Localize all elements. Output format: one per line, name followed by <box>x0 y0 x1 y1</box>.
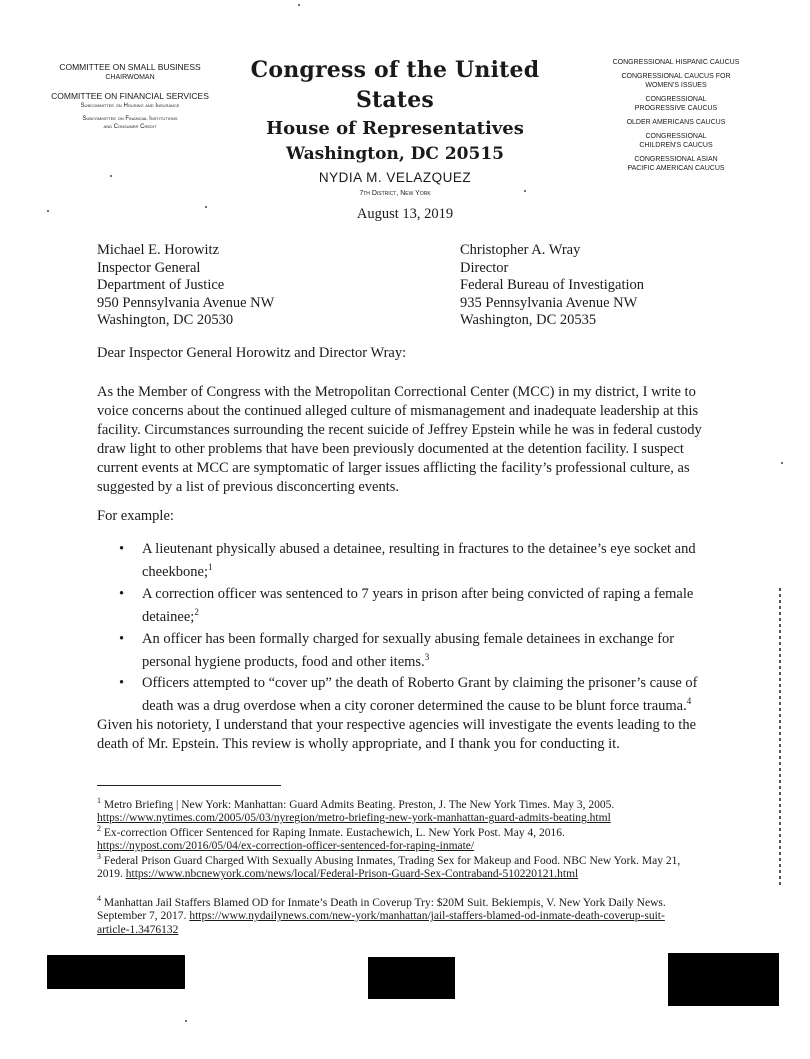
bullet-icon: • <box>119 630 125 647</box>
recipient-right-city: Washington, DC 20535 <box>460 312 597 328</box>
member-name: NYDIA M. VELAZQUEZ <box>318 170 472 185</box>
caucus-childrens-line2: CHILDREN'S CAUCUS <box>639 142 713 149</box>
recipient-right-agency: Federal Bureau of Investigation <box>460 277 645 293</box>
list-item: • Officers attempted to “cover up” the death of Roberto Grant by claiming the prisoner’s cause of death was a drug overdose when a city coroner determined the cause to be blunt force trauma.$^4$ <box>119 675 698 715</box>
subcommittee-housing: Subcommittee on Housing and Insurance <box>80 103 180 109</box>
redaction-block <box>47 955 185 989</box>
committee-role: CHAIRWOMAN <box>105 74 155 81</box>
caucus-progressive-line2: PROGRESSIVE CAUCUS <box>634 105 718 112</box>
house-title: House of Representatives <box>266 118 524 139</box>
salutation: Dear Inspector General Horowitz and Director Wray: <box>97 345 407 361</box>
letterhead-caucuses <box>596 58 756 173</box>
recipient-right-street: 935 Pennsylvania Avenue NW <box>460 294 638 311</box>
subcommittee-consumer-credit: and Consumer Credit <box>103 124 157 130</box>
congress-title: Congress of the United States <box>250 57 540 113</box>
bullet-icon: • <box>119 541 125 557</box>
footnote-link[interactable]: https://www.nbcnewyork.com/news/local/Federal-Prison-Guard-Sex-Contraband-510220121.html <box>125 868 579 881</box>
list-item: • A lieutenant physically abused a detainee, resulting in fractures to the detainee’s eye socket and cheekbone;$^1$ <box>119 541 696 580</box>
letterhead-committees <box>30 62 230 131</box>
footnote: $^3$ Federal Prison Guard Charged With Sexually Abusing Inmates, Trading Sex for Makeup and Food. NBC New York. May 21, 2019. https://www.nbcnewyork.com/news/local/Federal-Prison-Guard-Sex-Contraband-510220121.html <box>97 852 681 881</box>
footnote-ref: 4 <box>686 696 692 707</box>
caucus-asian-pacific-line2: PACIFIC AMERICAN CAUCUS <box>627 165 725 172</box>
for-example-line: For example: <box>97 508 174 524</box>
recipient-left-city: Washington, DC 20530 <box>97 312 234 328</box>
caucus-asian-pacific-line1: CONGRESSIONAL ASIAN <box>634 156 718 163</box>
footnote: $^2$ Ex-correction Officer Sentenced for Raping Inmate. Eustachewich, L. New York Post. May 4, 2016. https://nypost.com/2016/05/04/ex-correction-officer-sentenced-for-raping-inmate/ <box>97 824 565 853</box>
caucus-womens-issues-line1: CONGRESSIONAL CAUCUS FOR <box>621 73 731 80</box>
scan-speck <box>185 1020 187 1022</box>
letterhead-title <box>230 55 560 199</box>
footnote-link[interactable]: https://www.nytimes.com/2005/05/03/nyregion/metro-briefing-new-york-manhattan-guard-admits-beating.html <box>97 812 611 825</box>
footnote-ref: 3 <box>424 651 430 662</box>
list-item: • An officer has been formally charged for sexually abusing female detainees in exchange for personal hygiene products, food and other items.$^3$ <box>119 630 675 670</box>
committee-small-business: COMMITTEE ON SMALL BUSINESS <box>59 62 201 72</box>
recipient-left-agency: Department of Justice <box>97 277 225 293</box>
recipient-left-name: Michael E. Horowitz <box>97 242 220 258</box>
recipient-right <box>460 242 644 330</box>
redaction-block <box>368 957 455 999</box>
recipient-left-street: 950 Pennsylvania Avenue NW <box>97 294 275 311</box>
caucus-childrens-line1: CONGRESSIONAL <box>645 133 707 140</box>
recipient-right-title: Director <box>460 259 509 276</box>
caucus-older-americans: OLDER AMERICANS CAUCUS <box>626 119 726 126</box>
letter-date: August 13, 2019 <box>356 206 454 222</box>
recipient-left <box>97 242 274 330</box>
recipient-left-title: Inspector General <box>97 259 201 276</box>
body-paragraph-1: As the Member of Congress with the Metropolitan Correctional Center (MCC) in my district, I write to voice concerns about the continued alleged culture of mismanagement and inadequate leadership at this facility. Circumstances surrounding the recent suicide of Jeffrey Epstein while he was in federal custody draw light to other problems that have been previously documented at the detention facility. I suspect current events at MCC are symptomatic of larger issues afflicting the facility’s professional culture, as suggested by a list of previous disconcerting events. <box>97 384 702 495</box>
caucus-hispanic: CONGRESSIONAL HISPANIC CAUCUS <box>612 59 740 66</box>
scan-speck <box>205 206 207 208</box>
caucus-womens-issues-line2: WOMEN'S ISSUES <box>645 82 707 89</box>
city-line: Washington, DC 20515 <box>286 144 504 164</box>
redaction-block <box>668 953 779 1006</box>
recipient-right-name: Christopher A. Wray <box>460 242 581 258</box>
scan-speck <box>524 190 526 192</box>
footnote-divider <box>97 785 281 786</box>
footnote: $^4$ Manhattan Jail Staffers Blamed OD for Inmate’s Death in Coverup Try: $20M Suit. Bekiempis, V. New York Daily News. September 7, 2017. https://www.nydailynews.com/new-york/manhattan/jail-staffers-blamed-od-inmate-death-coverup-suit-article-1.3476132 <box>97 894 666 936</box>
bullet-icon: • <box>119 585 125 602</box>
footnote-link[interactable]: https://www.nydailynews.com/new-york/manhattan/jail-staffers-blamed-od-inmate-death-coverup-suit-article-1.3476132 <box>97 910 665 936</box>
caucus-progressive-line1: CONGRESSIONAL <box>645 96 707 103</box>
scan-speck <box>781 462 783 464</box>
scan-speck <box>110 175 112 177</box>
list-item: • A correction officer was sentenced to 7 years in prison after being convicted of raping a female detainee;$^2$ <box>119 585 694 625</box>
scan-speck <box>298 4 300 6</box>
incident-list <box>97 540 717 719</box>
body-paragraph-last: Given his notoriety, I understand that your respective agencies will investigate the events leading to the death of Mr. Epstein. This review is wholly appropriate, and I thank you for conducting it. <box>97 717 697 752</box>
subcommittee-financial-institutions: Subcommittee on Financial Institutions <box>82 116 178 122</box>
footnote-link[interactable]: https://nypost.com/2016/05/04/ex-correction-officer-sentenced-for-raping-inmate/ <box>97 840 475 853</box>
footnote-ref: 2 <box>194 606 199 617</box>
scan-speck <box>47 210 49 212</box>
scan-edge-artifact <box>779 588 781 888</box>
footnote-ref: 1 <box>208 562 213 572</box>
district-line: 7th District, New York <box>359 190 431 197</box>
committee-financial-services: COMMITTEE ON FINANCIAL SERVICES <box>51 91 209 101</box>
footnote: $^1$ Metro Briefing | New York: Manhattan: Guard Admits Beating. Preston, J. The New York Times. May 3, 2005. https://www.nytimes.com/2005/05/03/nyregion/metro-briefing-new-york-manhattan-guard-admits-beating.html <box>97 796 615 825</box>
bullet-icon: • <box>119 675 125 692</box>
